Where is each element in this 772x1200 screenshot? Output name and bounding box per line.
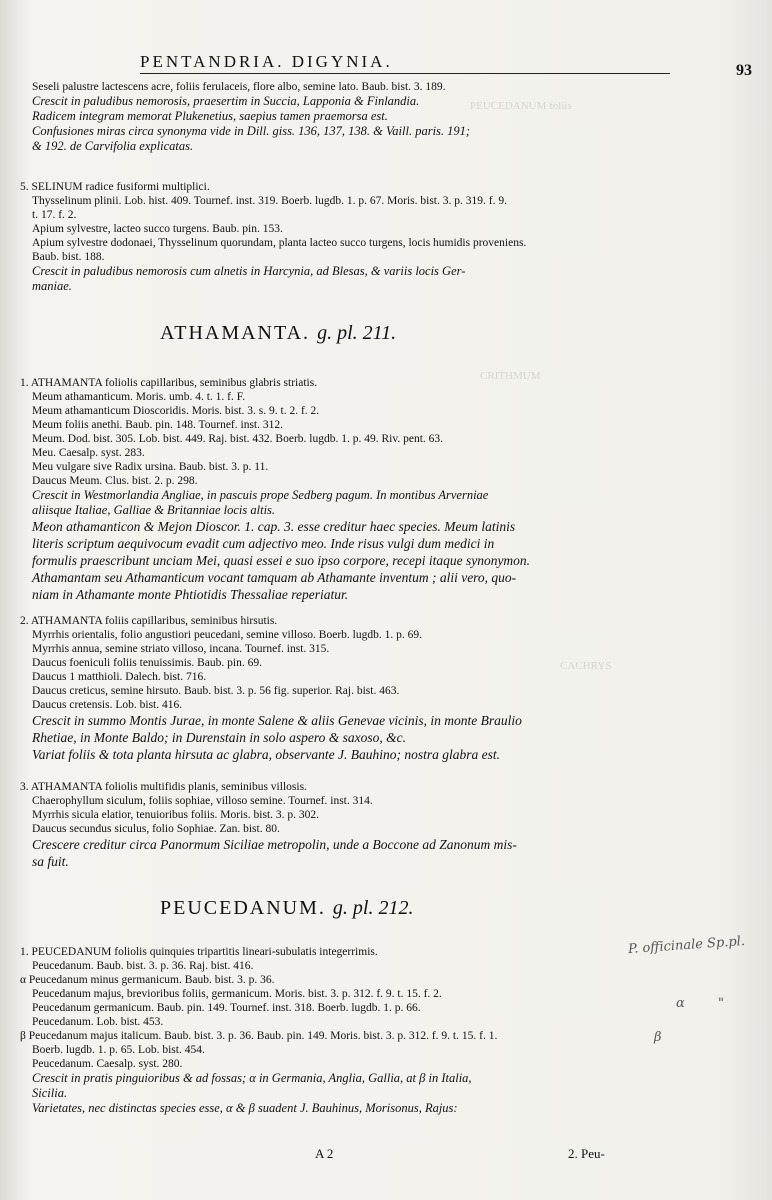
handwritten-ditto-mark: " bbox=[718, 996, 724, 1011]
athamanta-3-entry bbox=[20, 780, 745, 870]
text-line: 2. ATHAMANTA foliis capillaribus, seminibus hirsutis. bbox=[20, 615, 278, 627]
text-line: Meum athamanticum Dioscoridis. Moris. bist. 3. s. 9. t. 2. f. 2. bbox=[32, 405, 320, 417]
text-line: Apium sylvestre dodonaei, Thysselinum quorundam, planta lacteo succo turgens, locis humidis proveniens. bbox=[32, 237, 527, 249]
text-line: 1. ATHAMANTA foliolis capillaribus, seminibus glabris striatis. bbox=[20, 377, 318, 389]
text-line: Daucus secundus siculus, folio Sophiae. Zan. bist. 80. bbox=[32, 823, 280, 835]
text-line: Meum. Dod. bist. 305. Lob. bist. 449. Raj. bist. 432. Boerb. lugdb. 1. p. 49. Riv. pent. 63. bbox=[32, 433, 444, 445]
text-line: Rhetiae, in Monte Baldo; in Durenstain in solo aspero & saxoso, &c. bbox=[32, 730, 406, 745]
text-line: Meu vulgare sive Radix ursina. Baub. bist. 3. p. 11. bbox=[32, 461, 269, 473]
text-line: niam in Athamante monte Phtiotidis Thessaliae reperiatur. bbox=[32, 587, 349, 602]
bleed-through-text: CACHRYS bbox=[560, 660, 612, 672]
text-line: Crescit in summo Montis Jurae, in monte Salene & aliis Genevae vicinis, in monte Braulio bbox=[32, 713, 522, 728]
text-line: Boerb. lugdb. 1. p. 65. Lob. bist. 454. bbox=[32, 1044, 205, 1056]
text-line: 5. SELINUM radice fusiformi multiplici. bbox=[20, 181, 210, 193]
genus-heading-peucedanum bbox=[160, 897, 413, 920]
header-rule bbox=[140, 73, 670, 74]
handwritten-alpha-mark: α bbox=[676, 996, 685, 1011]
text-line: Daucus Meum. Clus. bist. 2. p. 298. bbox=[32, 475, 198, 487]
text-line: 3. ATHAMANTA foliolis multifidis planis, seminibus villosis. bbox=[20, 781, 307, 793]
text-line: Confusiones miras circa synonyma vide in Dill. giss. 136, 137, 138. & Vaill. paris. 191; bbox=[32, 124, 471, 138]
text-line: & 192. de Carvifolia explicatas. bbox=[32, 139, 194, 153]
text-line: formulis praescribunt unciam Mei, quasi essei e suo ipso corpore, recepi itaque synonymon. bbox=[32, 553, 531, 568]
handwritten-beta-mark: β bbox=[654, 1030, 662, 1045]
selinum-entry bbox=[20, 180, 745, 294]
text-line: Crescere creditur circa Panormum Siciliae metropolin, unde a Boccone ad Zanonum mis- bbox=[32, 837, 517, 852]
genus-reference: g. pl. 211. bbox=[317, 322, 397, 344]
text-line: Crescit in pratis pinguioribus & ad fossas; α in Germania, Anglia, Gallia, at β in Italia, bbox=[32, 1071, 472, 1085]
text-line: Chaerophyllum siculum, foliis sophiae, villoso semine. Tournef. inst. 314. bbox=[32, 795, 373, 807]
bleed-through-text: CRITHMUM bbox=[480, 370, 541, 382]
text-line: Crescit in Westmorlandia Angliae, in pascuis prope Sedberg pagum. In montibus Arverniae bbox=[32, 488, 489, 502]
text-line: Daucus cretensis. Lob. bist. 416. bbox=[32, 699, 183, 711]
genus-reference: g. pl. 212. bbox=[332, 897, 414, 919]
text-line: Peucedanum. Caesalp. syst. 280. bbox=[32, 1058, 183, 1070]
text-line: Crescit in paludibus nemorosis, praesertim in Succia, Lapponia & Finlandia. bbox=[32, 94, 420, 108]
genus-heading-athamanta bbox=[160, 322, 396, 345]
text-line: t. 17. f. 2. bbox=[32, 209, 77, 221]
text-line: Peucedanum majus, brevioribus foliis, germanicum. Moris. bist. 3. p. 312. f. 9. t. 15. f. 2. bbox=[32, 988, 442, 1000]
text-line: Baub. bist. 188. bbox=[32, 251, 105, 263]
text-line: Daucus creticus, semine hirsuto. Baub. bist. 3. p. 56 fig. superior. Raj. bist. 463. bbox=[32, 685, 400, 697]
text-line: β Peucedanum majus italicum. Baub. bist. 3. p. 36. Baub. pin. 149. Moris. bist. 3. p. 312. f. 9. t. 15. f. 1. bbox=[20, 1030, 498, 1042]
text-line: aliisque Italiae, Galliae & Britanniae locis altis. bbox=[32, 503, 276, 517]
text-line: Daucus 1 matthioli. Dalech. bist. 716. bbox=[32, 671, 207, 683]
bleed-through-text: PEUCEDANUM foliis bbox=[470, 100, 572, 112]
text-line: Meum foliis anethi. Baub. pin. 148. Tournef. inst. 312. bbox=[32, 419, 284, 431]
page-number: 93 bbox=[736, 62, 752, 79]
text-line: maniae. bbox=[32, 279, 72, 293]
text-line: Myrrhis orientalis, folio angustiori peucedani, semine villoso. Boerb. lugdb. 1. p. 69. bbox=[32, 629, 422, 641]
text-line: sa fuit. bbox=[32, 854, 69, 869]
text-line: α Peucedanum minus germanicum. Baub. bist. 3. p. 36. bbox=[20, 974, 275, 986]
text-line: Varietates, nec distinctas species esse, α & β suadent J. Bauhinus, Morisonus, Rajus: bbox=[32, 1101, 458, 1115]
text-line: Meu. Caesalp. syst. 283. bbox=[32, 447, 145, 459]
text-line: Seseli palustre lactescens acre, foliis ferulaceis, flore albo, semine lato. Baub. bist. 3. 189. bbox=[32, 81, 446, 93]
athamanta-2-entry bbox=[20, 614, 745, 763]
running-head: PENTANDRIA. DIGYNIA. bbox=[140, 52, 393, 71]
catchword: 2. Peu- bbox=[568, 1146, 605, 1161]
text-line: Daucus foeniculi foliis tenuissimis. Baub. pin. 69. bbox=[32, 657, 262, 669]
page-header bbox=[140, 40, 660, 74]
text-line: Thysselinum plinii. Lob. hist. 409. Tournef. inst. 319. Boerb. lugdb. 1. p. 67. Moris. bist. 3. p. 319. f. 9. bbox=[32, 195, 507, 207]
text-line: Myrrhis sicula elatior, tenuioribus foliis. Moris. bist. 3. p. 302. bbox=[32, 809, 320, 821]
text-line: Peucedanum germanicum. Baub. pin. 149. Tournef. inst. 318. Boerb. lugdb. 1. p. 66. bbox=[32, 1002, 421, 1014]
text-line: Sicilia. bbox=[32, 1086, 68, 1100]
signature-mark: A 2 bbox=[315, 1146, 334, 1161]
text-line: Variat foliis & tota planta hirsuta ac glabra, observante J. Bauhino; nostra glabra est. bbox=[32, 747, 500, 762]
text-line: Meon athamanticon & Mejon Dioscor. 1. cap. 3. esse creditur haec species. Meum latinis bbox=[32, 519, 516, 534]
seseli-block bbox=[20, 80, 745, 154]
handwritten-margin-note: P. officinale Sp.pl. bbox=[627, 933, 746, 958]
genus-name: ATHAMANTA. bbox=[160, 322, 311, 344]
genus-name: PEUCEDANUM. bbox=[160, 897, 326, 919]
text-line: Apium sylvestre, lacteo succo turgens. Baub. pin. 153. bbox=[32, 223, 283, 235]
athamanta-1-entry bbox=[20, 376, 745, 603]
text-line: Meum athamanticum. Moris. umb. 4. t. 1. f. F. bbox=[32, 391, 246, 403]
text-line: Peucedanum. Lob. bist. 453. bbox=[32, 1016, 164, 1028]
text-line: Radicem integram memorat Plukenetius, saepius tamen praemorsa est. bbox=[32, 109, 388, 123]
peucedanum-1-entry bbox=[20, 945, 745, 1116]
text-line: literis scriptum aequivocum evadit cum adjectivo meo. Inde risus vulgi dum medici in bbox=[32, 536, 495, 551]
text-line: Athamantam seu Athamanticum vocant tamquam ab Athamante inventum ; alii vero, quo- bbox=[32, 570, 517, 585]
text-line: 1. PEUCEDANUM foliolis quinquies tripartitis lineari-subulatis integerrimis. bbox=[20, 946, 378, 958]
text-line: Myrrhis annua, semine striato villoso, incana. Tournef. inst. 315. bbox=[32, 643, 330, 655]
text-line: Crescit in paludibus nemorosis cum alnetis in Harcynia, ad Blesas, & variis locis Ger- bbox=[32, 264, 466, 278]
text-line: Peucedanum. Baub. bist. 3. p. 36. Raj. bist. 416. bbox=[32, 960, 254, 972]
